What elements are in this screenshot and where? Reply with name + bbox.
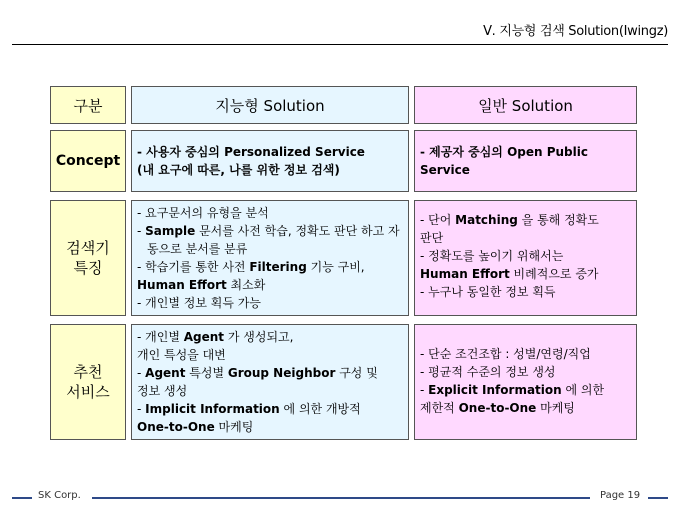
- recommendation-smart-bullet-2: - Agent 특성별 Group Neighbor 구성 및 정보 생성: [137, 366, 378, 398]
- search-features-smart-bullet-3: - 학습기를 통한 사전 Filtering 기능 구비, Human Effort 최소화: [137, 260, 365, 292]
- search-features-smart-cell: [131, 200, 409, 316]
- footer-page-number: Page 19: [600, 490, 641, 501]
- concept-smart-bullet: - 사용자 중심의 Personalized Service (내 요구에 따른, 나를 위한 정보 검색): [137, 145, 365, 177]
- search-features-smart-bullet-1: - 요구문서의 유형을 분석: [137, 206, 269, 220]
- row-label-search-features: [50, 200, 126, 316]
- header-cell-category: [50, 86, 126, 124]
- footer-rule-middle: [92, 497, 590, 499]
- header-cell-smart-solution: [131, 86, 409, 124]
- header-divider: [12, 44, 668, 45]
- row-label-concept-text: Concept: [55, 153, 121, 169]
- header-cell-category-label: 구분: [73, 96, 103, 115]
- search-features-general-cell: [414, 200, 637, 316]
- page-header-title: Ⅴ. 지능형 검색 Solution(Iwingz): [483, 24, 668, 39]
- search-features-smart-bullet-2: - Sample 문서를 사전 학습, 정확도 판단 하고 자동으로 분서를 분류: [137, 224, 400, 256]
- search-features-smart-bullet-4: - 개인별 정보 획득 가능: [137, 296, 261, 310]
- header-cell-smart-solution-label: 지능형 Solution: [215, 96, 325, 115]
- header-cell-general-solution: [414, 86, 637, 124]
- concept-general-bullet: - 제공자 중심의 Open Public Service: [420, 145, 588, 177]
- footer-rule-left: [12, 497, 32, 499]
- search-features-general-bullet-1: - 단어 Matching 을 통해 정확도 판단: [420, 213, 599, 245]
- search-features-general-bullet-2: - 정확도를 높이기 위해서는 Human Effort 비례적으로 증가: [420, 249, 599, 281]
- recommendation-general-bullet-3: - Explicit Information 에 의한 제한적 One-to-One 마케팅: [420, 383, 605, 415]
- concept-general-cell: [414, 130, 637, 192]
- header-cell-general-solution-label: 일반 Solution: [478, 96, 573, 115]
- row-label-recommendation: [50, 324, 126, 440]
- recommendation-smart-cell: [131, 324, 409, 440]
- row-label-concept: [50, 130, 126, 192]
- recommendation-smart-bullet-1: - 개인별 Agent 가 생성되고, 개인 특성을 대변: [137, 330, 294, 362]
- recommendation-general-cell: [414, 324, 637, 440]
- footer-rule-right: [648, 497, 668, 499]
- row-label-recommendation-text: 추천 서비스: [66, 363, 110, 401]
- concept-smart-cell: [131, 130, 409, 192]
- search-features-general-bullet-3: - 누구나 동일한 정보 획득: [420, 285, 556, 299]
- row-label-search-features-text: 검색기 특징: [66, 239, 110, 277]
- footer-company: SK Corp.: [38, 490, 81, 501]
- recommendation-general-bullet-1: - 단순 조건조합 : 성별/연령/직업: [420, 347, 591, 361]
- recommendation-smart-bullet-3: - Implicit Information 에 의한 개방적 One-to-One 마케팅: [137, 402, 361, 434]
- recommendation-general-bullet-2: - 평균적 수준의 정보 생성: [420, 365, 556, 379]
